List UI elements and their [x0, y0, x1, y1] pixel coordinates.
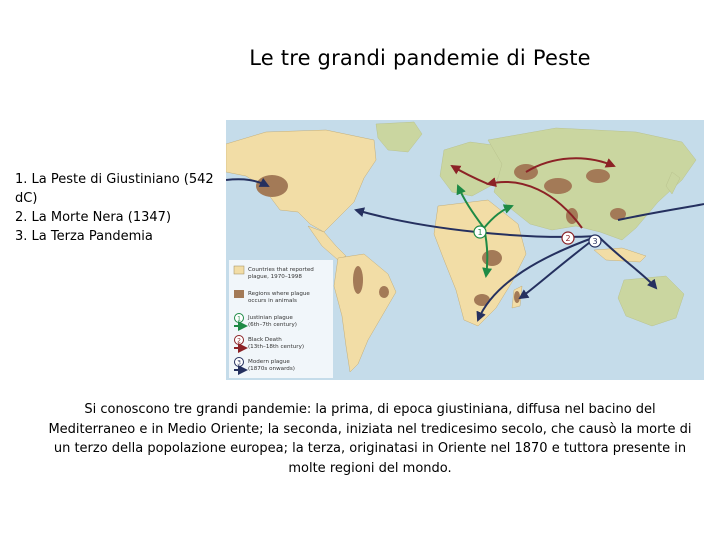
- svg-text:2: 2: [565, 234, 571, 243]
- map-legend: [229, 260, 333, 378]
- focus-central-africa: [482, 250, 502, 266]
- pandemic-list: [15, 170, 225, 246]
- legend-black-death-line1: Black Death: [248, 337, 282, 343]
- focus-mongolia: [586, 169, 610, 183]
- map-svg: [226, 120, 704, 380]
- focus-andes: [353, 266, 363, 294]
- legend-justinian-line2: (6th–7th century): [248, 322, 297, 328]
- legend-justinian-line1: Justinian plague: [248, 315, 293, 321]
- svg-text:1: 1: [237, 315, 241, 323]
- list-item-third-pandemic: 3. La Terza Pandemia: [15, 229, 153, 244]
- slide-title: Le tre grandi pandemie di Peste: [249, 46, 591, 70]
- marker-black-death: [562, 232, 574, 244]
- legend-reported-line2: plague, 1970–1998: [248, 274, 302, 280]
- svg-text:3: 3: [237, 359, 241, 367]
- svg-text:3: 3: [592, 237, 598, 246]
- list-item-justinian: 1. La Peste di Giustiniano (542 dC): [15, 172, 214, 206]
- caption-text: Si conoscono tre grandi pandemie: la prima, di epoca giustiniana, diffusa nel bacino del Mediterraneo e in Medio Oriente; la seconda, iniziata nel tredicesimo secolo, che causò la morte di un terzo della popolazione europea; la terza, originatasi in Oriente nel 1870 e tuttora presente in molte regioni del mondo.: [48, 402, 692, 476]
- svg-text:2: 2: [237, 337, 241, 345]
- marker-justinian: [474, 226, 486, 238]
- focus-central-asia: [544, 178, 572, 194]
- legend-reported-line1: Countries that reported: [248, 267, 314, 273]
- list-item-black-death: 2. La Morte Nera (1347): [15, 210, 172, 225]
- legend-black-death-line2: (13th–18th century): [248, 344, 305, 350]
- legend-modern-line2: (1870s onwards): [248, 366, 295, 372]
- focus-brazil: [379, 286, 389, 298]
- marker-modern: [589, 235, 601, 247]
- legend-animal-line2: occurs in animals: [248, 298, 297, 304]
- legend-modern-line1: Modern plague: [248, 359, 290, 365]
- plague-world-map: [226, 120, 704, 380]
- svg-text:1: 1: [477, 228, 483, 237]
- focus-madagascar: [514, 291, 520, 303]
- focus-usa-west: [256, 175, 288, 197]
- legend-swatch-reported: [234, 266, 244, 274]
- legend-animal-line1: Regions where plague: [248, 291, 310, 297]
- legend-swatch-animal: [234, 290, 244, 298]
